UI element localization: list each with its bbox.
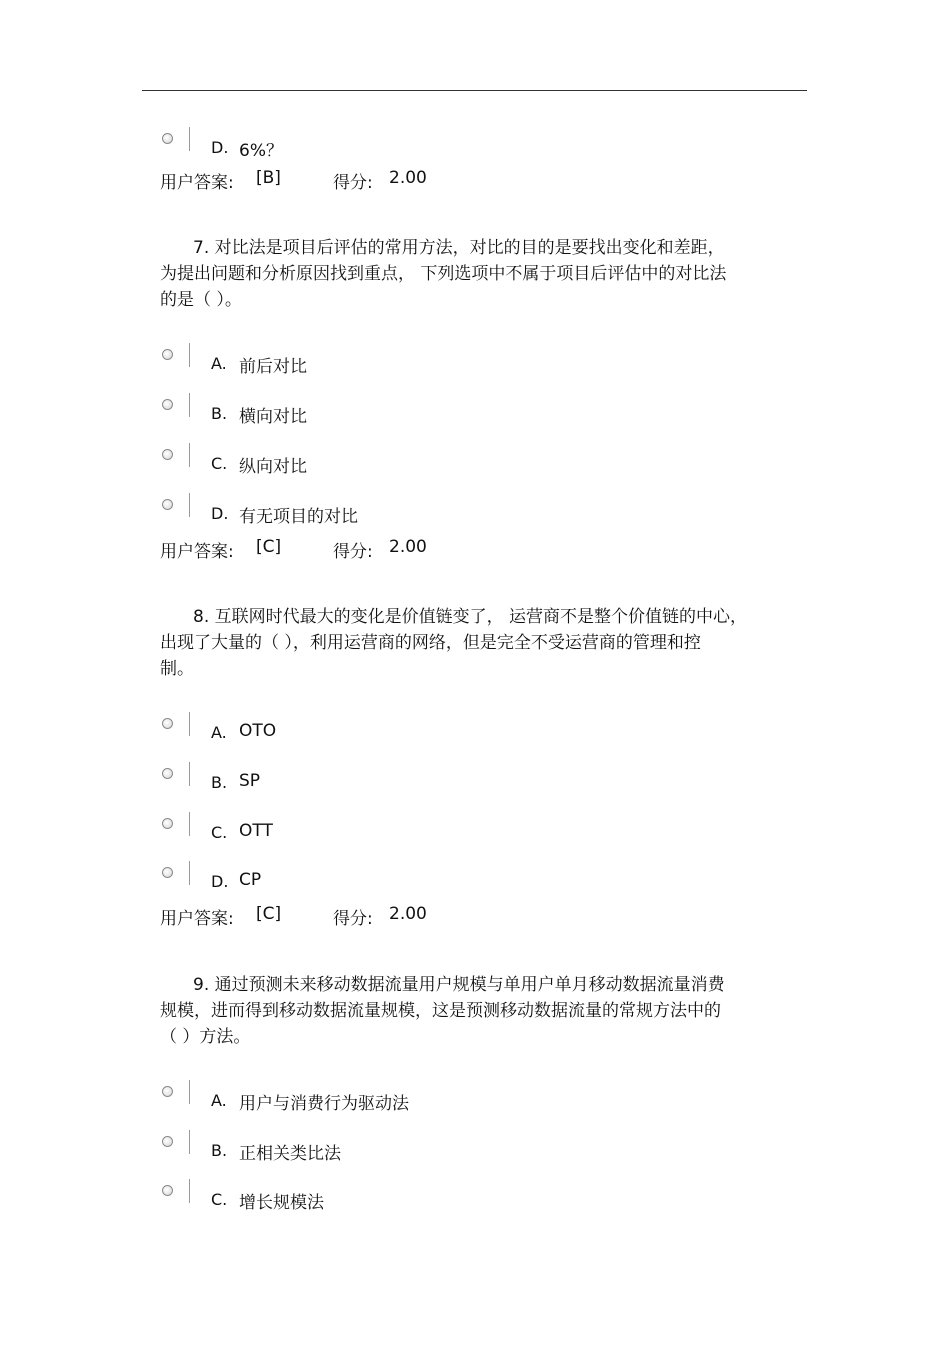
user-answer-label: 用户答案: xyxy=(160,909,234,929)
option-text: OTO xyxy=(239,721,277,741)
option-separator xyxy=(189,861,190,885)
option-text: 横向对比 xyxy=(239,407,307,427)
option-letter: D. xyxy=(211,138,229,157)
option-text: 有无项目的对比 xyxy=(239,507,358,527)
q7-option-a[interactable] xyxy=(160,349,760,379)
score-value: 2.00 xyxy=(389,904,427,924)
option-letter: B. xyxy=(211,773,228,792)
option-separator xyxy=(189,1080,190,1104)
score-label: 得分: xyxy=(333,542,373,562)
question-9-text xyxy=(160,972,725,1050)
score-value: 2.00 xyxy=(389,168,427,188)
option-separator xyxy=(189,712,190,736)
question-line: 的是（ ）。 xyxy=(160,290,242,310)
option-text: OTT xyxy=(239,821,273,841)
option-separator xyxy=(189,343,190,367)
option-letter: D. xyxy=(211,504,229,523)
option-letter: A. xyxy=(211,1091,227,1110)
option-separator xyxy=(189,493,190,517)
question-7-text xyxy=(160,235,726,313)
q7-option-d[interactable] xyxy=(160,499,760,529)
q8-option-d[interactable] xyxy=(160,867,760,897)
question-line: 制。 xyxy=(160,659,194,679)
radio-icon[interactable] xyxy=(162,768,173,779)
option-text: 用户与消费行为驱动法 xyxy=(239,1094,409,1114)
question-line: 7. 对比法是项目后评估的常用方法，对比的目的是要找出变化和差距， xyxy=(193,238,725,258)
q7-answer-row xyxy=(160,537,560,561)
radio-icon[interactable] xyxy=(162,1136,173,1147)
option-text: 正相关类比法 xyxy=(239,1144,341,1164)
option-letter: A. xyxy=(211,723,227,742)
question-line: （ ）方法。 xyxy=(160,1027,251,1047)
q9-option-c[interactable] xyxy=(160,1185,760,1215)
q9-option-b[interactable] xyxy=(160,1136,760,1166)
user-answer-value: [B] xyxy=(256,168,281,188)
question-line: 规模，进而得到移动数据流量规模，这是预测移动数据流量的常规方法中的 xyxy=(160,1001,721,1021)
question-line: 9. 通过预测未来移动数据流量用户规模与单用户单月移动数据流量消费 xyxy=(193,975,725,995)
option-text: CP xyxy=(239,870,262,890)
user-answer-value: [C] xyxy=(256,904,282,924)
q8-option-b[interactable] xyxy=(160,768,760,798)
prev-answer-row xyxy=(160,168,560,192)
option-letter: C. xyxy=(211,1190,228,1209)
option-text: 6%？ xyxy=(239,141,283,161)
option-letter: A. xyxy=(211,354,227,373)
option-separator xyxy=(189,762,190,786)
radio-icon[interactable] xyxy=(162,133,173,144)
user-answer-label: 用户答案: xyxy=(160,542,234,562)
q7-option-b[interactable] xyxy=(160,399,760,429)
option-text: 增长规模法 xyxy=(239,1193,324,1213)
radio-icon[interactable] xyxy=(162,1086,173,1097)
radio-icon[interactable] xyxy=(162,449,173,460)
question-line: 8. 互联网时代最大的变化是价值链变了， 运营商不是整个价值链的中心， xyxy=(193,607,748,627)
option-text: 前后对比 xyxy=(239,357,307,377)
option-separator xyxy=(189,1179,190,1203)
user-answer-label: 用户答案: xyxy=(160,173,234,193)
radio-icon[interactable] xyxy=(162,1185,173,1196)
option-separator xyxy=(189,443,190,467)
option-text: 纵向对比 xyxy=(239,457,307,477)
score-label: 得分: xyxy=(333,173,373,193)
score-value: 2.00 xyxy=(389,537,427,557)
option-letter: B. xyxy=(211,1141,228,1160)
prev-option-d[interactable] xyxy=(160,133,760,163)
radio-icon[interactable] xyxy=(162,818,173,829)
option-separator xyxy=(189,127,190,151)
q8-option-a[interactable] xyxy=(160,718,760,748)
option-separator xyxy=(189,1130,190,1154)
q8-option-c[interactable] xyxy=(160,818,760,848)
top-divider xyxy=(142,90,807,91)
radio-icon[interactable] xyxy=(162,399,173,410)
question-8-text xyxy=(160,604,747,682)
question-line: 为提出问题和分析原因找到重点， 下列选项中不属于项目后评估中的对比法 xyxy=(160,264,727,284)
q9-option-a[interactable] xyxy=(160,1086,760,1116)
option-letter: C. xyxy=(211,454,228,473)
user-answer-value: [C] xyxy=(256,537,282,557)
score-label: 得分: xyxy=(333,909,373,929)
option-letter: D. xyxy=(211,872,229,891)
question-line: 出现了大量的（ ），利用运营商的网络，但是完全不受运营商的管理和控 xyxy=(160,633,701,653)
radio-icon[interactable] xyxy=(162,349,173,360)
option-separator xyxy=(189,812,190,836)
option-letter: B. xyxy=(211,404,228,423)
option-letter: C. xyxy=(211,823,228,842)
radio-icon[interactable] xyxy=(162,499,173,510)
radio-icon[interactable] xyxy=(162,867,173,878)
radio-icon[interactable] xyxy=(162,718,173,729)
q8-answer-row xyxy=(160,904,560,928)
option-text: SP xyxy=(239,771,261,791)
option-separator xyxy=(189,393,190,417)
q7-option-c[interactable] xyxy=(160,449,760,479)
